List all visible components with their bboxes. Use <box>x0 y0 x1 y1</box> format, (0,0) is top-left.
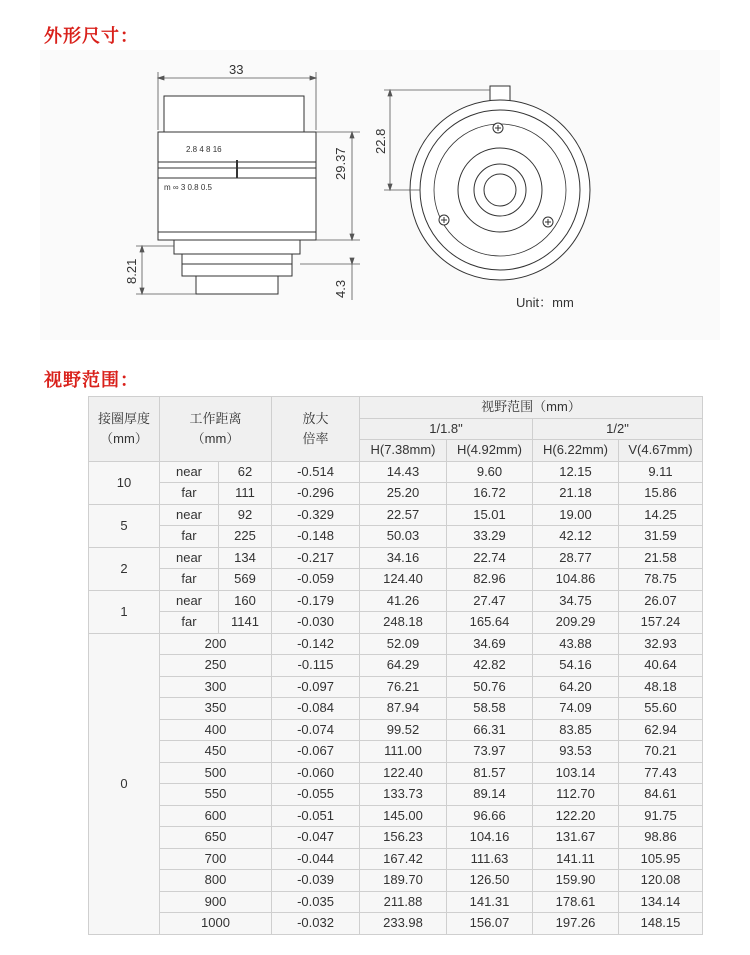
fov-value-cell: 131.67 <box>533 827 619 849</box>
table-row <box>89 612 703 634</box>
fov-value-cell: 248.18 <box>360 612 447 634</box>
fov-value-cell: 209.29 <box>533 612 619 634</box>
range-label-cell: near <box>160 504 219 526</box>
fov-value-cell: 105.95 <box>619 848 703 870</box>
table-row <box>89 784 703 806</box>
fov-value-cell: 34.16 <box>360 547 447 569</box>
fov-value-cell: 233.98 <box>360 913 447 935</box>
fov-value-cell: 26.07 <box>619 590 703 612</box>
spacer-cell: 1 <box>89 590 160 633</box>
fov-value-cell: 64.20 <box>533 676 619 698</box>
magnification-cell: -0.060 <box>272 762 360 784</box>
lens-side-view <box>158 96 316 294</box>
table-row <box>89 590 703 612</box>
magnification-cell: -0.055 <box>272 784 360 806</box>
magnification-cell: -0.084 <box>272 698 360 720</box>
range-label-cell: near <box>160 461 219 483</box>
spacer-cell: 2 <box>89 547 160 590</box>
magnification-cell: -0.051 <box>272 805 360 827</box>
magnification-cell: -0.030 <box>272 612 360 634</box>
distance-cell: 62 <box>219 461 272 483</box>
fov-header: 视野范围（mm） <box>360 397 703 419</box>
distance-cell: 1000 <box>160 913 272 935</box>
fov-value-cell: 34.69 <box>447 633 533 655</box>
thread-label: 8.21 <box>124 258 139 284</box>
table-row <box>89 719 703 741</box>
magnification-cell: -0.059 <box>272 569 360 591</box>
flange-dimension <box>300 258 360 300</box>
fov-value-cell: 19.00 <box>533 504 619 526</box>
fov-value-cell: 66.31 <box>447 719 533 741</box>
fov-value-cell: 73.97 <box>447 741 533 763</box>
distance-cell: 700 <box>160 848 272 870</box>
magnification-cell: -0.179 <box>272 590 360 612</box>
fov-value-cell: 133.73 <box>360 784 447 806</box>
fov-value-cell: 52.09 <box>360 633 447 655</box>
spacer-header: 接圈厚度 （mm） <box>89 397 160 462</box>
fov-value-cell: 126.50 <box>447 870 533 892</box>
fov-value-cell: 70.21 <box>619 741 703 763</box>
table-row <box>89 741 703 763</box>
distance-cell: 450 <box>160 741 272 763</box>
table-row <box>89 526 703 548</box>
fov-value-cell: 189.70 <box>360 870 447 892</box>
distance-cell: 900 <box>160 891 272 913</box>
magnification-cell: -0.074 <box>272 719 360 741</box>
fov-value-cell: 43.88 <box>533 633 619 655</box>
aperture-scale: 2.8 4 8 16 <box>186 145 222 154</box>
magnification-cell: -0.035 <box>272 891 360 913</box>
unit-label: Unit：mm <box>516 295 574 310</box>
distance-header: 工作距离 （mm） <box>160 397 272 462</box>
fov-value-cell: 15.86 <box>619 483 703 505</box>
fov-value-cell: 104.86 <box>533 569 619 591</box>
fov-value-cell: 122.40 <box>360 762 447 784</box>
table-row <box>89 461 703 483</box>
table-row <box>89 848 703 870</box>
fov-value-cell: 211.88 <box>360 891 447 913</box>
fov-value-cell: 165.64 <box>447 612 533 634</box>
distance-cell: 250 <box>160 655 272 677</box>
spacer-cell: 0 <box>89 633 160 934</box>
table-row <box>89 913 703 935</box>
fov-value-cell: 50.76 <box>447 676 533 698</box>
table-row <box>89 504 703 526</box>
distance-cell: 300 <box>160 676 272 698</box>
fov-value-cell: 84.61 <box>619 784 703 806</box>
fov-value-cell: 141.31 <box>447 891 533 913</box>
fov-value-cell: 14.25 <box>619 504 703 526</box>
fov-value-cell: 42.12 <box>533 526 619 548</box>
fov-value-cell: 159.90 <box>533 870 619 892</box>
fov-value-cell: 22.74 <box>447 547 533 569</box>
front-label: 22.8 <box>373 128 388 154</box>
table-row <box>89 483 703 505</box>
distance-cell: 1141 <box>219 612 272 634</box>
v2-header: V(4.67mm) <box>619 440 703 462</box>
distance-cell: 569 <box>219 569 272 591</box>
distance-cell: 550 <box>160 784 272 806</box>
table-row <box>89 762 703 784</box>
fov-value-cell: 148.15 <box>619 913 703 935</box>
fov-value-cell: 82.96 <box>447 569 533 591</box>
magnification-cell: -0.329 <box>272 504 360 526</box>
magnification-cell: -0.044 <box>272 848 360 870</box>
distance-cell: 225 <box>219 526 272 548</box>
focus-scale: m ∞ 3 0.8 0.5 <box>164 183 212 192</box>
fov-value-cell: 141.11 <box>533 848 619 870</box>
fov-value-cell: 103.14 <box>533 762 619 784</box>
spacer-cell: 5 <box>89 504 160 547</box>
fov-value-cell: 64.29 <box>360 655 447 677</box>
table-row <box>89 655 703 677</box>
fov-value-cell: 15.01 <box>447 504 533 526</box>
fov-value-cell: 134.14 <box>619 891 703 913</box>
sensor1-header: 1/1.8" <box>360 418 533 440</box>
distance-cell: 92 <box>219 504 272 526</box>
fov-value-cell: 16.72 <box>447 483 533 505</box>
fov-value-cell: 48.18 <box>619 676 703 698</box>
fov-value-cell: 9.60 <box>447 461 533 483</box>
fov-value-cell: 58.58 <box>447 698 533 720</box>
fov-value-cell: 96.66 <box>447 805 533 827</box>
fov-value-cell: 157.24 <box>619 612 703 634</box>
fov-value-cell: 124.40 <box>360 569 447 591</box>
magnification-cell: -0.039 <box>272 870 360 892</box>
fov-value-cell: 111.63 <box>447 848 533 870</box>
fov-value-cell: 167.42 <box>360 848 447 870</box>
fov-value-cell: 98.86 <box>619 827 703 849</box>
sensor2-header: 1/2" <box>533 418 703 440</box>
distance-cell: 400 <box>160 719 272 741</box>
fov-value-cell: 34.75 <box>533 590 619 612</box>
fov-value-cell: 111.00 <box>360 741 447 763</box>
fov-value-cell: 41.26 <box>360 590 447 612</box>
magnification-header: 放大 倍率 <box>272 397 360 462</box>
fov-value-cell: 25.20 <box>360 483 447 505</box>
fov-heading: 视野范围： <box>44 370 139 391</box>
table-row <box>89 676 703 698</box>
height-label: 29.37 <box>333 147 348 180</box>
dimension-drawing <box>40 50 720 340</box>
fov-table <box>88 396 703 935</box>
fov-value-cell: 55.60 <box>619 698 703 720</box>
table-row <box>89 805 703 827</box>
fov-value-cell: 22.57 <box>360 504 447 526</box>
fov-value-cell: 91.75 <box>619 805 703 827</box>
fov-value-cell: 78.75 <box>619 569 703 591</box>
fov-value-cell: 83.85 <box>533 719 619 741</box>
fov-value-cell: 99.52 <box>360 719 447 741</box>
distance-cell: 160 <box>219 590 272 612</box>
distance-cell: 650 <box>160 827 272 849</box>
range-label-cell: near <box>160 590 219 612</box>
fov-value-cell: 76.21 <box>360 676 447 698</box>
range-label-cell: far <box>160 612 219 634</box>
fov-value-cell: 62.94 <box>619 719 703 741</box>
fov-value-cell: 81.57 <box>447 762 533 784</box>
range-label-cell: far <box>160 526 219 548</box>
range-label-cell: far <box>160 483 219 505</box>
h2-header: H(6.22mm) <box>533 440 619 462</box>
fov-value-cell: 31.59 <box>619 526 703 548</box>
table-row <box>89 827 703 849</box>
fov-value-cell: 93.53 <box>533 741 619 763</box>
table-row <box>89 891 703 913</box>
fov-value-cell: 14.43 <box>360 461 447 483</box>
fov-value-cell: 12.15 <box>533 461 619 483</box>
lens-front-view <box>410 86 590 280</box>
fov-value-cell: 54.16 <box>533 655 619 677</box>
fov-value-cell: 77.43 <box>619 762 703 784</box>
fov-value-cell: 89.14 <box>447 784 533 806</box>
spacer-cell: 10 <box>89 461 160 504</box>
range-label-cell: near <box>160 547 219 569</box>
fov-value-cell: 40.64 <box>619 655 703 677</box>
fov-value-cell: 87.94 <box>360 698 447 720</box>
distance-cell: 134 <box>219 547 272 569</box>
fov-value-cell: 122.20 <box>533 805 619 827</box>
distance-cell: 500 <box>160 762 272 784</box>
distance-cell: 111 <box>219 483 272 505</box>
table-row <box>89 698 703 720</box>
table-row <box>89 870 703 892</box>
fov-value-cell: 28.77 <box>533 547 619 569</box>
distance-cell: 350 <box>160 698 272 720</box>
table-row <box>89 547 703 569</box>
distance-cell: 600 <box>160 805 272 827</box>
fov-value-cell: 197.26 <box>533 913 619 935</box>
fov-value-cell: 21.18 <box>533 483 619 505</box>
fov-value-cell: 50.03 <box>360 526 447 548</box>
magnification-cell: -0.032 <box>272 913 360 935</box>
fov-value-cell: 156.07 <box>447 913 533 935</box>
magnification-cell: -0.115 <box>272 655 360 677</box>
v1-header: H(4.92mm) <box>447 440 533 462</box>
dimensions-heading: 外形尺寸： <box>44 26 139 47</box>
magnification-cell: -0.296 <box>272 483 360 505</box>
magnification-cell: -0.047 <box>272 827 360 849</box>
fov-value-cell: 156.23 <box>360 827 447 849</box>
width-label: 33 <box>229 62 244 77</box>
distance-cell: 800 <box>160 870 272 892</box>
table-row <box>89 633 703 655</box>
flange-label: 4.3 <box>333 279 348 298</box>
magnification-cell: -0.217 <box>272 547 360 569</box>
fov-value-cell: 145.00 <box>360 805 447 827</box>
magnification-cell: -0.142 <box>272 633 360 655</box>
fov-value-cell: 32.93 <box>619 633 703 655</box>
fov-value-cell: 74.09 <box>533 698 619 720</box>
fov-value-cell: 21.58 <box>619 547 703 569</box>
fov-value-cell: 112.70 <box>533 784 619 806</box>
table-row <box>89 569 703 591</box>
magnification-cell: -0.097 <box>272 676 360 698</box>
fov-value-cell: 9.11 <box>619 461 703 483</box>
range-label-cell: far <box>160 569 219 591</box>
fov-value-cell: 178.61 <box>533 891 619 913</box>
lens-drawing-svg <box>40 50 720 340</box>
magnification-cell: -0.514 <box>272 461 360 483</box>
fov-value-cell: 42.82 <box>447 655 533 677</box>
fov-value-cell: 120.08 <box>619 870 703 892</box>
h1-header: H(7.38mm) <box>360 440 447 462</box>
distance-cell: 200 <box>160 633 272 655</box>
magnification-cell: -0.148 <box>272 526 360 548</box>
fov-value-cell: 27.47 <box>447 590 533 612</box>
fov-value-cell: 33.29 <box>447 526 533 548</box>
magnification-cell: -0.067 <box>272 741 360 763</box>
fov-value-cell: 104.16 <box>447 827 533 849</box>
